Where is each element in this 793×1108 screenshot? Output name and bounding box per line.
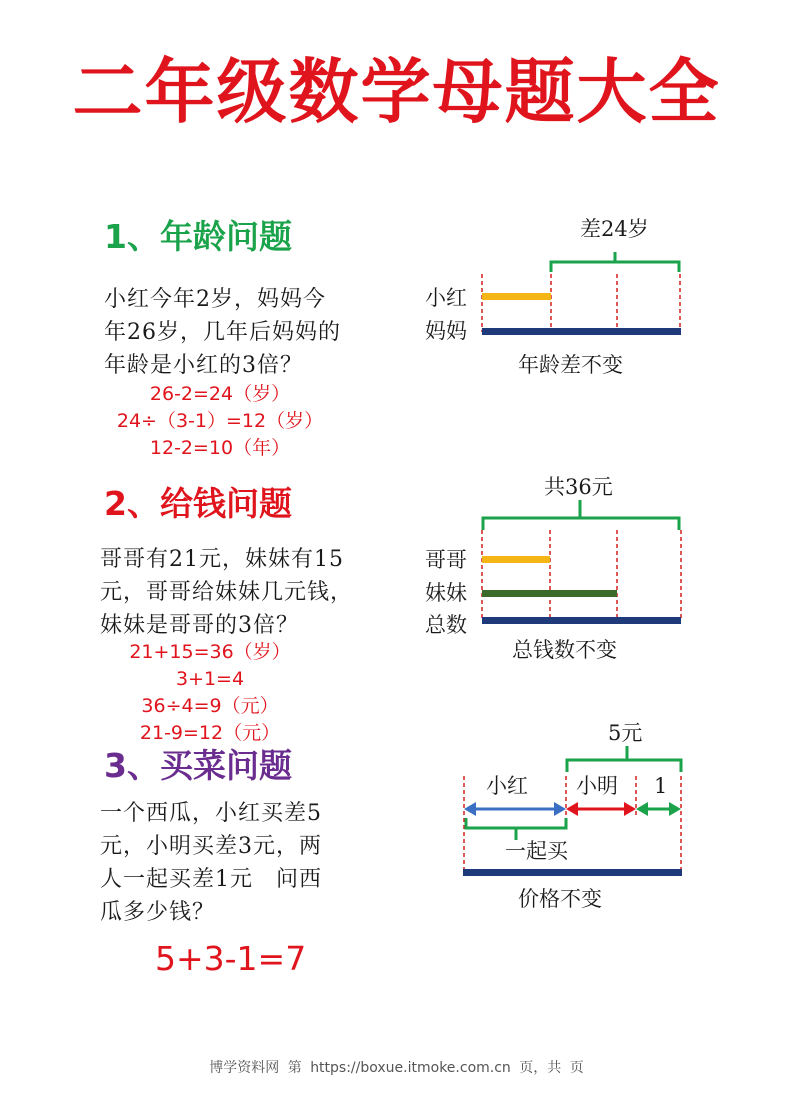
section-3-solution: 5+3-1=7	[155, 939, 307, 978]
section-2-heading: 2、给钱问题	[104, 484, 292, 523]
diagram-2-row-label: 总数	[425, 613, 467, 637]
section-3-heading: 3、买菜问题	[104, 746, 292, 785]
footer-page-text: 页，共	[519, 1060, 562, 1076]
diagram-3-top-label: 5元	[608, 721, 643, 745]
diagram-3-segment-label: 1	[654, 774, 668, 798]
diagram-3-segment-label: 小红	[486, 774, 528, 798]
diagram-3-top-brace	[567, 746, 681, 772]
arrow-one	[636, 802, 681, 816]
arrow-xiaoming	[566, 802, 636, 816]
solution-line: 21-9=12（元）	[139, 722, 281, 744]
problem-line: 瓜多少钱？	[100, 900, 216, 925]
diagram-2-row-label: 妹妹	[425, 581, 467, 605]
footer-site: 博学资料网	[209, 1060, 280, 1076]
footer-page-text: 页	[569, 1060, 584, 1076]
diagram-1-row-label: 小红	[425, 286, 467, 310]
arrow-xiaohong	[464, 802, 566, 816]
footer-page-text: 第	[287, 1060, 302, 1076]
diagram-2-top-label: 共36元	[544, 475, 613, 499]
problem-line: 一个西瓜，小红买差5	[100, 801, 322, 826]
footer-url[interactable]: https://boxue.itmoke.com.cn	[310, 1060, 511, 1076]
problem-line: 哥哥有21元，妹妹有15	[100, 547, 344, 572]
diagram-3-brace-label: 一起买	[505, 839, 568, 863]
section-1-heading: 1、年龄问题	[104, 217, 292, 256]
page-title: 二年级数学母题大全	[72, 51, 721, 133]
problem-line: 年龄是小红的3倍？	[104, 353, 303, 378]
problem-line: 人一起买差1元 问西	[100, 867, 322, 892]
diagram-1-row-label: 妈妈	[425, 319, 467, 343]
diagram-3-bottom-label: 价格不变	[518, 887, 602, 911]
solution-line: 12-2=10（年）	[149, 437, 291, 459]
footer	[0, 1057, 793, 1077]
diagram-2-row-label: 哥哥	[425, 548, 467, 572]
solution-line: 36÷4=9（元）	[141, 695, 279, 717]
solution-line: 21+15=36（岁）	[129, 641, 291, 663]
bar-price	[463, 869, 682, 876]
problem-line: 元，小明买差3元，两	[100, 834, 322, 859]
diagram-1-top-label: 差24岁	[580, 217, 649, 241]
diagram-2-bottom-label: 总钱数不变	[512, 638, 617, 662]
problem-line: 妹妹是哥哥的3倍？	[100, 613, 299, 638]
problem-line: 元，哥哥给妹妹几元钱，	[100, 580, 354, 605]
solution-line: 3+1=4	[175, 668, 245, 690]
solution-line: 26-2=24（岁）	[149, 383, 291, 405]
diagram-1-bottom-label: 年龄差不变	[518, 353, 623, 377]
diagram-3-segment-label: 小明	[576, 774, 618, 798]
problem-line: 年26岁，几年后妈妈的	[104, 320, 341, 345]
solution-line: 24÷（3-1）=12（岁）	[116, 410, 324, 432]
problem-line: 小红今年2岁，妈妈今	[104, 287, 326, 312]
diagram-3-bottom-brace	[466, 818, 566, 840]
